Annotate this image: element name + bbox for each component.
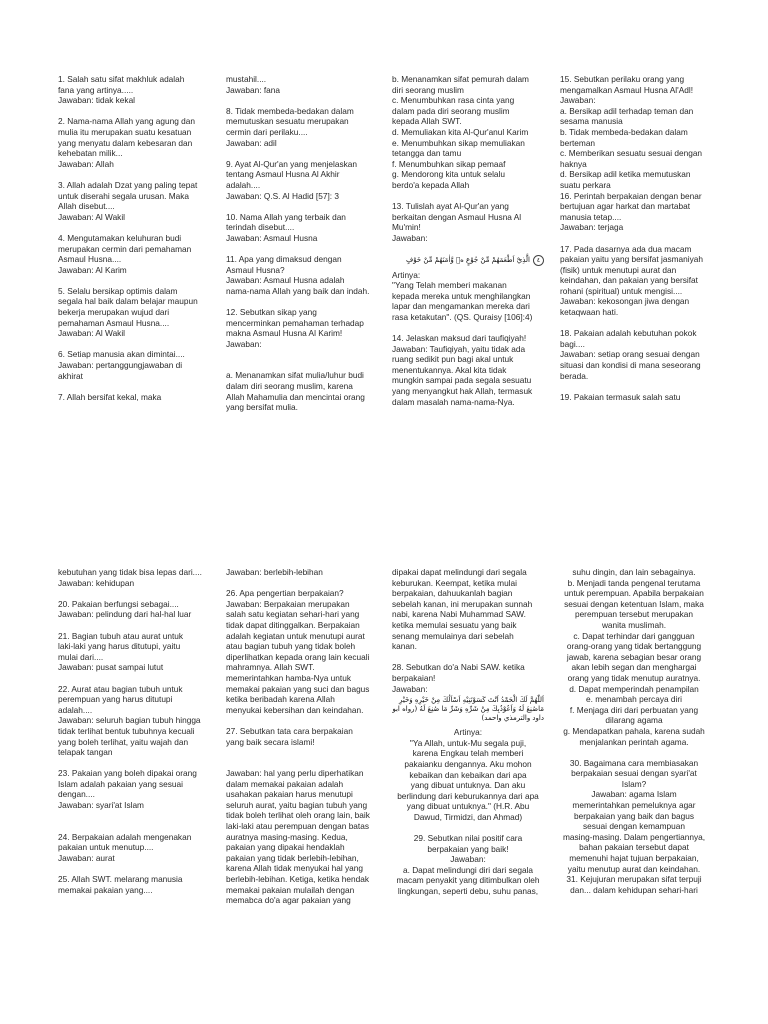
text-block: 9. Ayat Al-Qur'an yang menjelaskan tentang Asmaul Husna Al Akhir adalah.... Jawaban: Q.S. Al Hadid [57]: 3 xyxy=(226,158,358,201)
arabic-text: الَّذِيْٓ اَطْعَمَهُمْ مِّنْ جُوْعٍ ەۙ وَّاٰمَنَهُمْ مِّنْ خَوْفٍ xyxy=(405,255,530,264)
text-block: 21. Bagian tubuh atau aurat untuk laki-laki yang harus ditutupi, yaitu mulai dari.... Jawaban: pusat sampai lutut xyxy=(58,630,184,673)
text-block: 22. Aurat atau bagian tubuh untuk perempuan yang harus ditutupi adalah.... Jawaban: seluruh bagian tubuh hingga tidak terlihat bentuk tubuhnya kecuali yang boleh terlihat, yaitu wajah dan telapak tangan xyxy=(58,683,201,758)
text-block: b. Menanamkan sifat pemurah dalam diri seorang muslim c. Menumbuhkan rasa cinta yang dalam pada diri seorang muslim kepada Allah SWT. d. Memuliakan kita Al-Qur'anul Karim e. Menumbuhkan sikap memuliakan tetangga dan tamu f. Menumbuhkan sikap pemaaf g. Mendorong kita untuk selalu berdo'a kepada Allah xyxy=(392,74,529,190)
text-block: suhu dingin, dan lain sebagainya. b. Menjadi tanda pengenal terutama untuk perempuan. Apabila berpakaian sesuai dengan ketentuan Islam, maka perempuan tersebut merupakan wanita muslimah. c. Dapat terhindar dari gangguan orang-orang yang tidak bertanggung jawab, karena sebagian besar orang akan lebih segan dan menghargai orang yang tidak menutup auratnya. d. Dapat memperindah penampilan e. menambah percaya diri f. Menjaga diri dari perbuatan yang dilarang agama g. Mendapatkan pahala, karena sudah menjalankan perintah agama. xyxy=(563,567,705,747)
text-block: 15. Sebutkan perilaku orang yang mengamalkan Asmaul Husna Al'Adl! Jawaban: a. Bersikap adil terhadap teman dan sesama manusia b. Tidak membeda-bedakan dalam berteman c. Memberikan sesuatu sesuai dengan haknya d. Bersikap adil ketika memutuskan suatu perkara 16. Perintah berpakaian dengan benar bertujuan agar harkat dan martabat manusia tetap.... Jawaban: terjaga xyxy=(560,74,703,233)
page-bottom xyxy=(0,512,768,1024)
text-block: 17. Pada dasarnya ada dua macam pakaian yaitu yang bersifat jasmaniyah (fisik) untuk menutupi aurat dan keindahan, dan pakaian yang bersifat rohani (spiritual) untuk mengisi.... Jawaban: kekosongan jiwa dengan ketaqwaan hati. xyxy=(560,243,703,318)
text-block: Artinya: "Ya Allah, untuk-Mu segala puji, karena Engkau telah memberi pakaianku dengannya. Aku mohon kebaikan dan kebaikan dari apa yang dibuat untuknya. Dan aku berlindung dari keburukannya dari apa yang dibuat untuknya." (H.R. Abu Dawud, Tirmidzi, dan Ahmad) xyxy=(397,727,539,822)
top-column-4 xyxy=(560,74,712,413)
text-block: a. Menanamkan sifat mulia/luhur budi dalam diri seorang muslim, karena Allah Mahamulia dan mencintai orang yang bersifat mulia. xyxy=(226,370,365,413)
text-block: 25. Allah SWT. melarang manusia memakai pakaian yang.... xyxy=(58,874,183,895)
text-block: 28. Sebutkan do'a Nabi SAW. ketika berpakaian! Jawaban: xyxy=(392,662,525,694)
arabic-prayer: اَللّٰهُمَّ لَكَ الْحَمْدُ اَنْتَ كَسَوْتَنِيْهِ اَسْاَلُكَ مِنْ خَيْرِهِ وَخَيْرِ مَاصُنِعَ لَهُ وَاَعُوْذُبِكَ مِنْ شَرِّهِ وَشَرِّ مَا صُنِعَ لَهُ (رواه ابو داود والترمذي واحمد) xyxy=(392,696,544,723)
bottom-column-4 xyxy=(556,567,712,906)
bottom-column-3 xyxy=(392,567,544,907)
text-block: 2. Nama-nama Allah yang agung dan mulia itu merupakan suatu kesatuan yang menyatu dalam kebesaran dan kehebatan milik... Jawaban: Allah xyxy=(58,116,195,169)
text-block: dipakai dapat melindungi dari segala keburukan. Keempat, ketika mulai berpakaian, dahuukanlah bagian sebelah kanan, ini merupakan sunnah nabi, karena Nabi Muhammad SAW. ketika memulai sesuatu yang baik senang memulainya dari sebelah kanan. xyxy=(392,567,533,652)
text-block: 10. Nama Allah yang terbaik dan terindah disebut.... Jawaban: Asmaul Husna xyxy=(226,211,346,243)
text-block: 11. Apa yang dimaksud dengan Asmaul Husna? Jawaban: Asmaul Husna adalah nama-nama Allah yang baik dan indah. xyxy=(226,254,370,296)
text-block: Artinya: "Yang Telah memberi makanan kepada mereka untuk menghilangkan lapar dan mengamankan mereka dari rasa ketakutan". (QS. Quraisy [106]:4) xyxy=(392,269,533,322)
text-block: 12. Sebutkan sikap yang mencerminkan pemahaman terhadap makna Asmaul Husna Al Karim! Jawaban: xyxy=(226,307,364,349)
text-block: 8. Tidak membeda-bedakan dalam memutuskan sesuatu merupakan cermin dari perilaku.... Jawaban: adil xyxy=(226,105,354,148)
text-block: 18. Pakaian adalah kebutuhan pokok bagi.... Jawaban: setiap orang sesuai dengan situasi dan kondisi di mana seseorang berada. xyxy=(560,328,701,381)
verse-number: ٤ xyxy=(533,255,544,266)
text-block: 1. Salah satu sifat makhluk adalah fana yang artinya..... Jawaban: tidak kekal xyxy=(58,74,185,106)
text-block: mustahil.... Jawaban: fana xyxy=(226,74,280,95)
text-block: kebutuhan yang tidak bisa lepas dari.... Jawaban: kehidupan xyxy=(58,567,202,588)
text-block: 19. Pakaian termasuk salah satu xyxy=(560,391,681,402)
text-block: 26. Apa pengertian berpakaian? Jawaban: Berpakaian merupakan salah satu kegiatan sehari-hari yang tidak dapat ditinggalkan. Berpakaian adalah kegiatan untuk menutupi aurat atau bagian tubuh yang tidak boleh diperlihatkan kepada orang lain kecuali mahramnya. Allah SWT. memerintahkan hamba-Nya untuk memakai pakaian yang suci dan bagus ketika beribadah karena Allah menyukai kebersihan dan keindahan. xyxy=(226,588,370,715)
text-block: 20. Pakaian berfungsi sebagai.... Jawaban: pelindung dari hal-hal luar xyxy=(58,598,192,620)
text-block: 4. Mengutamakan keluhuran budi merupakan cermin dari pemahaman Asmaul Husna.... Jawaban: Al Karim xyxy=(58,232,192,275)
bottom-column-1 xyxy=(58,567,214,906)
text-block: 29. Sebutkan nilai positif cara berpakaian yang baik! Jawaban: a. Dapat melindungi diri dari segala macam penyakit yang ditimbulkan oleh lingkungan, seperti debu, suhu panas, xyxy=(396,833,540,897)
arabic-verse xyxy=(392,246,544,266)
text-block: 5. Selalu bersikap optimis dalam segala hal baik dalam belajar maupun bekerja merupakan wujud dari pemahaman Asmaul Husna.... Jawaban: Al Wakil xyxy=(58,285,198,339)
prayer-translation xyxy=(392,727,544,897)
text-block: 27. Sebutkan tata cara berpakaian yang baik secara islami! xyxy=(226,725,353,747)
text-block: 3. Allah adalah Dzat yang paling tepat untuk diserahi segala urusan. Maka Allah disebut.... Jawaban: Al Wakil xyxy=(58,179,198,222)
text-block: 14. Jelaskan maksud dari taufiqiyah! Jawaban: Taufiqiyah, yaitu tidak ada ruang sedikit pun bagi akal untuk menentukannya. Akal kita tidak mungkin sampai pada segala sesuatu yang menyangkut hak Allah, termasuk dalam masalah nama-nama-Nya. xyxy=(392,333,533,407)
text-block: 30. Bagaimana cara membiasakan berpakaian sesuai dengan syari'at Islam? Jawaban: agama Islam memerintahkan pemeluknya agar berpakaian yang baik dan bagus sesuai dengan kemampuan masing-masing. Dalam pengertiannya, bahan pakaian tersebut dapat memenuhi hajat tujuan berpakaian, yaitu menutup aurat dan keindahan. 31. Kejujuran merupakan sifat terpuji dan... dalam kehidupan sehari-hari xyxy=(562,757,706,895)
top-column-3 xyxy=(392,74,544,418)
text-block: 7. Allah bersifat kekal, maka xyxy=(58,391,162,402)
text-block: 6. Setiap manusia akan dimintai.... Jawaban: pertanggungjawaban di akhirat xyxy=(58,349,185,381)
top-column-1 xyxy=(58,74,206,413)
text-block: Jawaban: berlebih-lebihan xyxy=(226,567,323,577)
top-column-2 xyxy=(226,74,374,423)
text-block: 24. Berpakaian adalah mengenakan pakaian untuk menutup.... Jawaban: aurat xyxy=(58,831,192,863)
text-block: 23. Pakaian yang boleh dipakai orang Islam adalah pakaian yang sesuai dengan.... Jawaban: syari'at Islam xyxy=(58,768,197,811)
text-block: 13. Tulislah ayat Al-Qur'an yang berkaitan dengan Asmaul Husna Al Mu'min! Jawaban: xyxy=(392,201,522,243)
bottom-column-2 xyxy=(226,567,378,916)
text-block: Jawaban: hal yang perlu diperhatikan dalam memakai pakaian adalah usahakan pakaian harus menutupi seluruh aurat, yaitu bagian tubuh yang tidak boleh terlihat oleh orang lain, baik laki-laki atau perempuan dengan batas auratnya masing-masing. Kedua, pakaian yang dipakai hendaklah pakaian yang tidak berlebih-lebihan, karena Allah tidak menyukai hal yang berlebih-lebihan. Ketiga, ketika hendak memakai pakaian mulailah dengan memabca do'a agar pakaian yang xyxy=(226,768,370,906)
